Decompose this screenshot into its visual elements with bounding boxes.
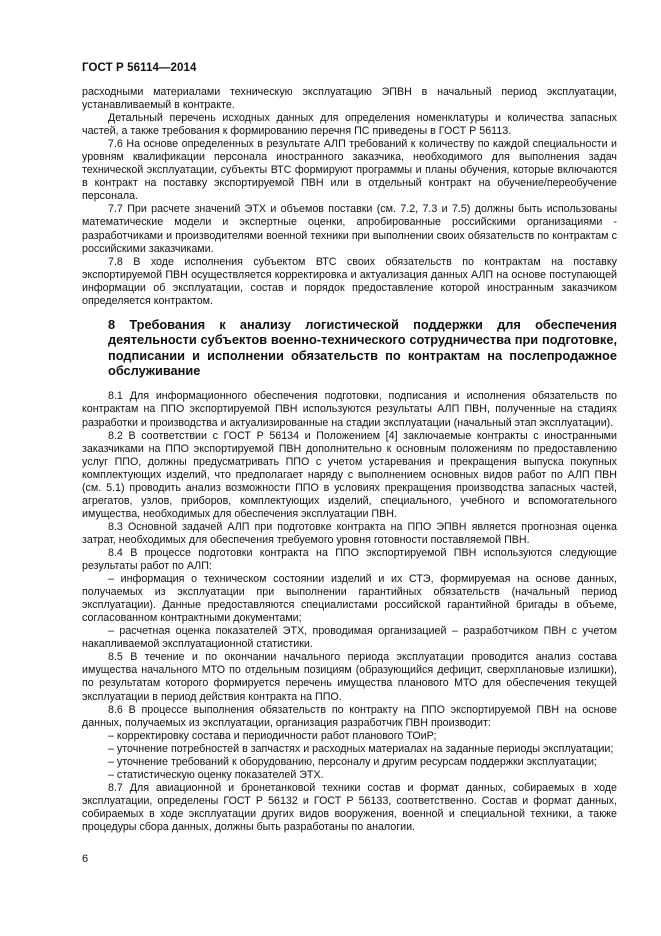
paragraph-8-2: 8.2 В соответствии с ГОСТ Р 56134 и Положением [4] заключаемые контракты с иностранными заказчиками на ППО экспортируемой ПВН дополнительно к основным положениям по предоставлению услуг ППО, должны предусматривать ППО с учетом устаревания и прекращения выпуска покупных комплектующих изделий, что предполагает наряду с выполнением основных видов работ по АЛП ПВН (см. 5.1) проводить анализ возможности ППО в условиях прекращения производства запасных частей, агрегатов, узлов, приборов, комплектующих изделий, специального, учебного и вспомогательного имущества, необходимых для обеспечения эксплуатации ПВН. (82, 429, 617, 520)
paragraph-7-7: 7.7 При расчете значений ЭТХ и объемов поставки (см. 7.2, 7.3 и 7.5) должны быть использованы математические модели и экспертные оценки, апробированные российскими организациями - разработчиками и производителями военной техники при выполнении своих обязательств по контрактам с российскими заказчиками. (82, 203, 617, 255)
list-item-8-6-statistics: – статистическую оценку показателей ЭТХ. (108, 768, 324, 781)
paragraph-8-7: 8.7 Для авиационной и бронетанковой техники состав и формат данных, собираемых в ходе эксплуатации, определены ГОСТ Р 56132 и ГОСТ Р 56133, соответственно. Состав и формат данных, собираемых в ходе эксплуатации других видов вооружения, военной и специальной техники, а также процедуры сбора данных, должны быть разработаны по аналогии. (82, 781, 617, 833)
list-item-8-4-etx-estimate: – расчетная оценка показателей ЭТХ, проводимая организацией – разработчиком ПВН с учетом накапливаемой эксплуатационной статистики. (82, 625, 617, 651)
paragraph-continuation: расходными материалами техническую эксплуатацию ЭПВН в начальный период эксплуатации, устанавливаемый в контракте. (82, 86, 617, 112)
paragraph-8-5: 8.5 В течение и по окончании начального периода эксплуатации проводится анализ состава имущества начального МТО по отдельным позициям (образующийся дефицит, сверхплановые излишки), по результатам которого формируется перечень имущества планового МТО для обеспечения текущей эксплуатации в период действия контракта на ППО. (82, 651, 617, 703)
standard-header: ГОСТ Р 56114—2014 (82, 62, 197, 74)
section-8-title: 8 Требования к анализу логистической поддержки для обеспечения деятельности субъектов военно-технического сотрудничества при подготовке, подписании и исполнении обязательств по контрактам на послепродажное обслуживание (108, 316, 617, 379)
list-item-8-6-spare-parts: – уточнение потребностей в запчастях и расходных материалах на заданные периоды эксплуатации; (108, 742, 614, 755)
page-number: 6 (82, 853, 89, 865)
paragraph-8-3: 8.3 Основной задачей АЛП при подготовке контракта на ППО ЭПВН является прогнозная оценка затрат, необходимых для обеспечения требуемого уровня готовности поставляемой ПВН. (82, 520, 617, 546)
paragraph-spare-parts: Детальный перечень исходных данных для определения номенклатуры и количества запасных частей, а также требования к формированию перечня ПС приведены в ГОСТ Р 56113. (82, 112, 617, 138)
paragraph-7-6: 7.6 На основе определенных в результате АЛП требований к количеству по каждой специальности и уровням квалификации персонала иностранного заказчика, необходимого для выполнения задач технической эксплуатации, субъекты ВТС формируют программы и планы обучения, которые включаются в контракт на поставку экспортируемой ПВН или в отдельный контракт на обучение/переобучение персонала. (82, 138, 617, 203)
list-item-8-6-toir: – корректировку состава и периодичности работ планового ТОиР; (108, 729, 437, 742)
page-content (82, 86, 617, 834)
paragraph-8-4: 8.4 В процессе подготовки контракта на ППО экспортируемой ПВН используются следующие результаты работ по АЛП: (82, 546, 617, 573)
paragraph-7-8: 7.8 В ходе исполнения субъектом ВТС своих обязательств по контрактам на поставку экспортируемой ПВН осуществляется корректировка и актуализация данных АЛП на основе поступающей информации об эксплуатации, состав и порядок предоставление которой иностранным заказчиком определяется контрактом. (82, 255, 617, 307)
paragraph-8-6: 8.6 В процессе выполнения обязательств по контракту на ППО экспортируемой ПВН на основе данных, получаемых из эксплуатации, организация разработчик ПВН производит: (82, 703, 617, 729)
list-item-8-4-technical-state: – информация о техническом состоянии изделий и их СТЭ, формируемая на основе данных, получаемых из эксплуатации при выполнении гарантийных обязательств (начальный период эксплуатации). Данные предоставляются специалистами российской гарантийной бригады в объеме, согласованном контрактными документами; (82, 573, 617, 625)
list-item-8-6-resources: – уточнение требований к оборудованию, персоналу и другим ресурсам поддержки эксплуатации; (108, 755, 597, 768)
paragraph-8-1: 8.1 Для информационного обеспечения подготовки, подписания и исполнения обязательств по контрактам на ППО экспортируемой ПВН используются результаты АЛП ПВН, полученные на стадиях разработки и производства и актуализированные на стадии эксплуатации (начальный этап эксплуатации). (82, 390, 617, 429)
